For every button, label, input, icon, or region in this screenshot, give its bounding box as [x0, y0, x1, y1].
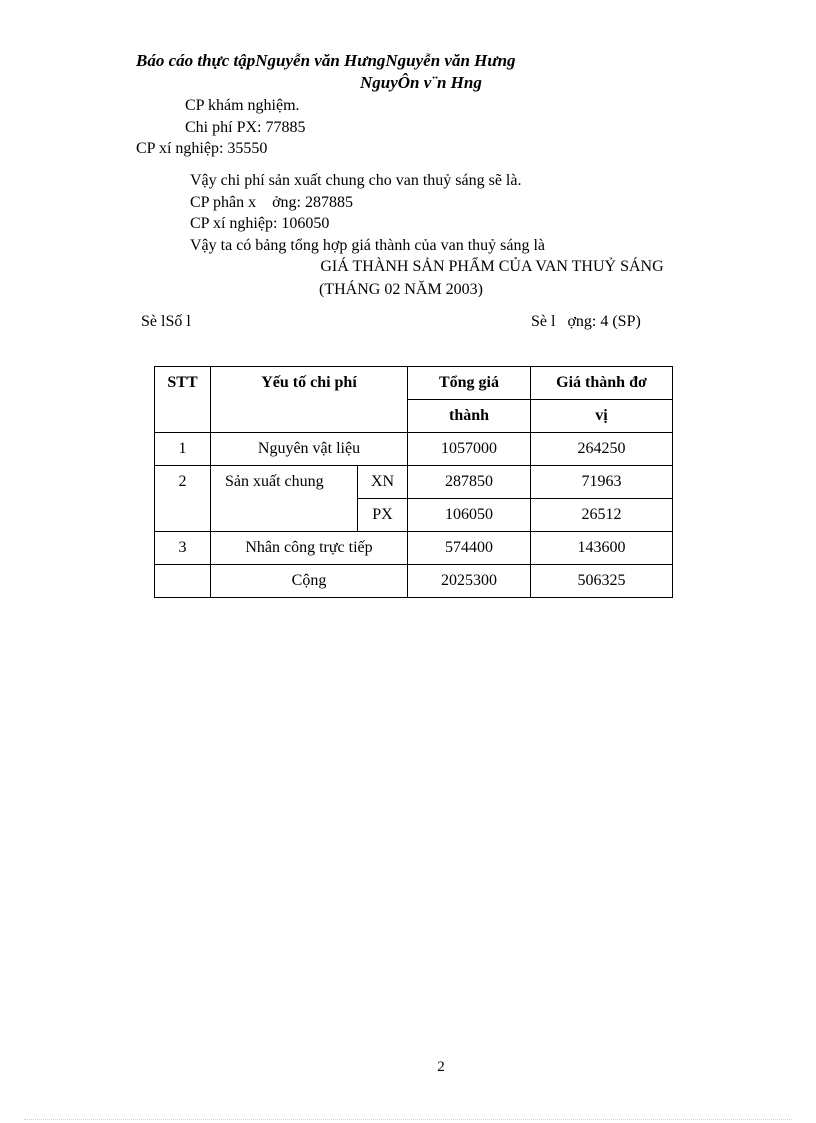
- cell-total: 106050: [408, 499, 531, 532]
- cell-stt: 3: [155, 532, 211, 565]
- cell-item: Nguyên vật liệu: [211, 433, 408, 466]
- paragraph-line: Vậy chi phí sản xuất chung cho van thuỷ sáng sẽ là.: [190, 172, 522, 189]
- paragraph-line: Chi phí PX: 77885: [185, 119, 306, 136]
- table-row: [155, 466, 673, 499]
- cell-total: 2025300: [408, 565, 531, 598]
- paragraph-line: CP khám nghiệm.: [185, 97, 300, 114]
- header-stt: STT: [155, 367, 211, 433]
- cell-unit: 26512: [531, 499, 673, 532]
- header-unit-line1: Giá thành đơ: [531, 367, 673, 400]
- cell-sub: XN: [358, 466, 408, 499]
- cell-unit: 71963: [531, 466, 673, 499]
- cell-stt: 2: [155, 466, 211, 532]
- header-title: Báo cáo thực tậpNguyễn văn HưngNguyễn văn Hưng: [136, 51, 516, 70]
- header-total-line2: thành: [408, 400, 531, 433]
- header-total-line1: Tổng giá: [408, 367, 531, 400]
- cell-total: 287850: [408, 466, 531, 499]
- meta-right: Sè l ợng: 4 (SP): [531, 313, 641, 330]
- table-subtitle: (THÁNG 02 NĂM 2003): [319, 281, 483, 298]
- cell-unit: 264250: [531, 433, 673, 466]
- cell-item: Cộng: [211, 565, 408, 598]
- table-row: [155, 433, 673, 466]
- cell-stt: 1: [155, 433, 211, 466]
- table-row: [155, 532, 673, 565]
- page-number: 2: [437, 1059, 445, 1075]
- cell-item: Nhân công trực tiếp: [211, 532, 408, 565]
- header-unit-line2: vị: [531, 400, 673, 433]
- cell-total: 1057000: [408, 433, 531, 466]
- header-subtitle: NguyÔn v¨n Hng: [360, 73, 482, 92]
- meta-left: Sè lSố l: [141, 313, 191, 330]
- cell-total: 574400: [408, 532, 531, 565]
- paragraph-line: Vậy ta có bảng tổng hợp giá thành của van thuỷ sáng là: [190, 237, 546, 254]
- paragraph-line: CP xí nghiệp: 106050: [190, 215, 330, 232]
- cell-unit: 143600: [531, 532, 673, 565]
- page-bottom-rule: [24, 1119, 792, 1120]
- paragraph-line: CP phân x ởng: 287885: [190, 194, 353, 211]
- cell-stt: [155, 565, 211, 598]
- table-header-row: [155, 367, 673, 400]
- table-title: GIÁ THÀNH SẢN PHẨM CỦA VAN THUỶ SÁNG: [320, 258, 664, 275]
- table-total-row: [155, 565, 673, 598]
- cell-unit: 506325: [531, 565, 673, 598]
- paragraph-line: CP xí nghiệp: 35550: [136, 140, 268, 157]
- cell-item: Sản xuất chung: [211, 466, 358, 532]
- cell-sub: PX: [358, 499, 408, 532]
- cost-table: [154, 366, 673, 598]
- header-cost-item: Yếu tố chi phí: [211, 367, 408, 433]
